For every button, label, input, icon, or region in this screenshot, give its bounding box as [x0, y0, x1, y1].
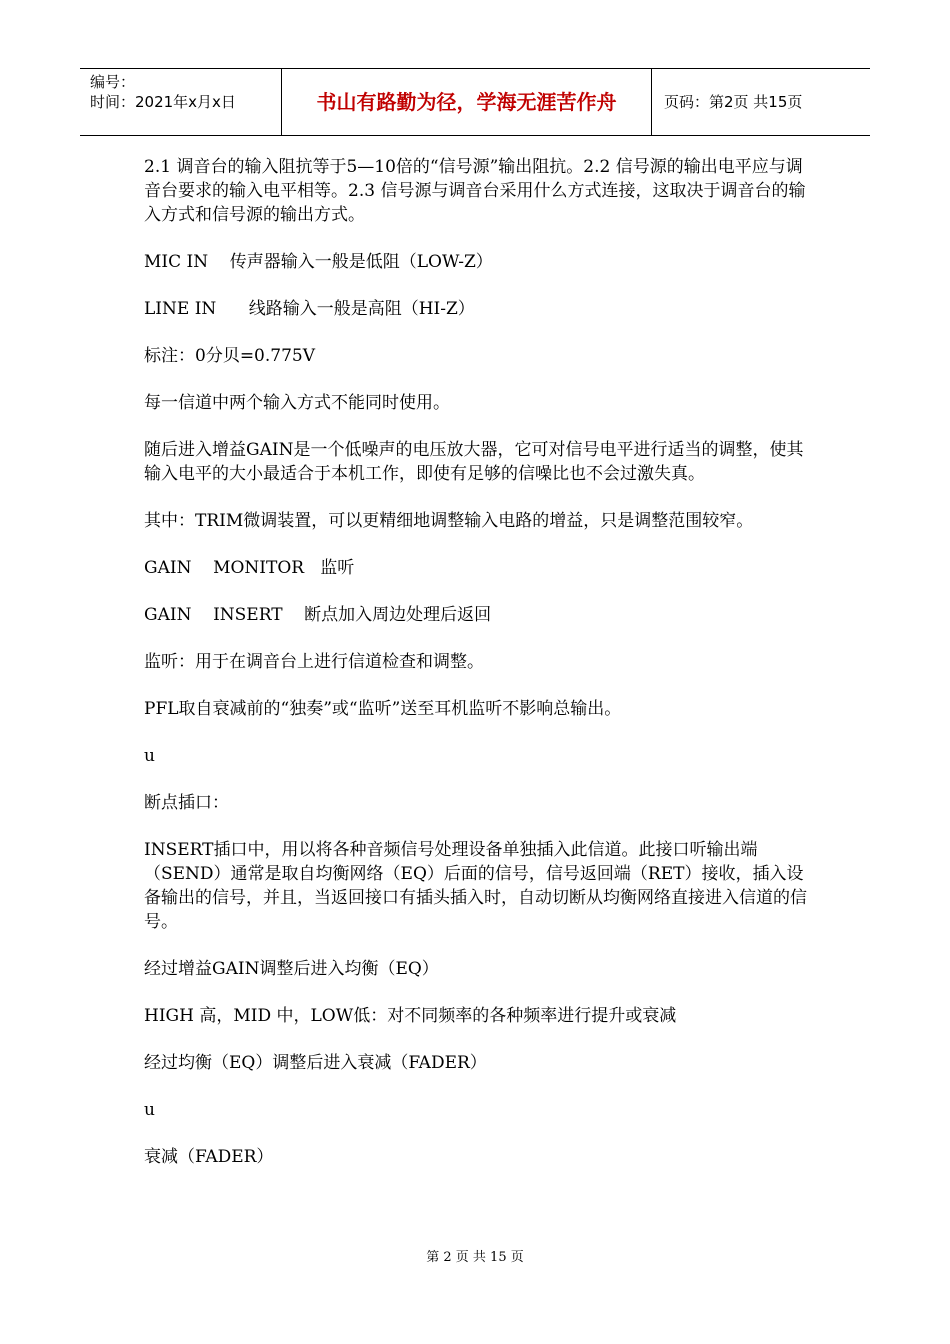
paragraph: MIC IN 传声器输入一般是低阻（LOW-Z）	[144, 252, 493, 272]
header-motto: 书山有路勤为径，学海无涯苦作舟	[282, 69, 652, 135]
paragraph: 断点插口：	[144, 793, 229, 813]
paragraph: INSERT插口中，用以将各种音频信号处理设备单独插入此信道。此接口听输出端（SEND）通常是取自均衡网络（EQ）后面的信号，信号返回端（RET）接收，插入设备输出的信号，并且，当返回接口有插头插入时，自动切断从均衡网络直接进入信道的信号。	[144, 840, 807, 932]
paragraph: 监听：用于在调音台上进行信道检查和调整。	[144, 652, 484, 672]
page-footer: 第 2 页 共 15 页	[426, 1250, 524, 1265]
paragraph: 2.1 调音台的输入阻抗等于5—10倍的“信号源”输出阻抗。2.2 信号源的输出电平应与调音台要求的输入电平相等。2.3 信号源与调音台采用什么方式连接，这取决于调音台的输入方式和信号源的输出方式。	[144, 157, 806, 225]
paragraph: 经过均衡（EQ）调整后进入衰减（FADER）	[144, 1053, 487, 1073]
paragraph: u	[144, 746, 155, 766]
paragraph: 标注：0分贝=0.775V	[144, 346, 316, 366]
paragraph: GAIN MONITOR 监听	[144, 558, 355, 578]
paragraph: 经过增益GAIN调整后进入均衡（EQ）	[144, 959, 439, 979]
number-label: 编号：	[90, 73, 136, 91]
time-label: 时间：2021年x月x日	[90, 93, 236, 111]
paragraph: GAIN INSERT 断点加入周边处理后返回	[144, 605, 492, 625]
paragraph: LINE IN 线路输入一般是高阻（HI-Z）	[144, 299, 475, 319]
paragraph: 每一信道中两个输入方式不能同时使用。	[144, 393, 450, 413]
header-page-info: 页码：第2页 共15页	[664, 93, 803, 111]
paragraph: PFL取自衰减前的“独奏”或“监听”送至耳机监听不影响总输出。	[144, 699, 622, 719]
paragraph: 衰减（FADER）	[144, 1147, 274, 1167]
paragraph: 其中：TRIM微调装置，可以更精细地调整输入电路的增益，只是调整范围较窄。	[144, 511, 754, 531]
paragraph: HIGH 高，MID 中，LOW低：对不同频率的各种频率进行提升或衰减	[144, 1006, 677, 1026]
document-body	[144, 155, 816, 1192]
header-meta-cell	[80, 69, 282, 135]
page-header	[80, 68, 870, 136]
paragraph: 随后进入增益GAIN是一个低噪声的电压放大器，它可对信号电平进行适当的调整，使其输入电平的大小最适合于本机工作，即使有足够的信噪比也不会过激失真。	[144, 440, 804, 484]
paragraph: u	[144, 1100, 155, 1120]
